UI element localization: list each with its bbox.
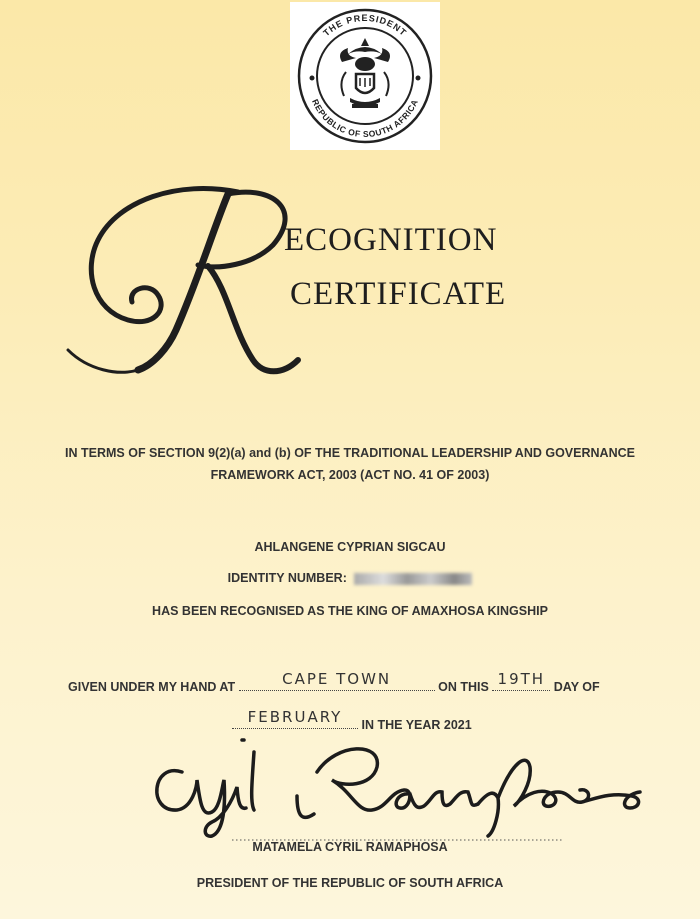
given-under-hand-row bbox=[68, 670, 600, 694]
coat-of-arms-seal-icon bbox=[290, 2, 440, 150]
signer-title: PRESIDENT OF THE REPUBLIC OF SOUTH AFRICA bbox=[196, 876, 504, 890]
redacted-identity-number bbox=[354, 573, 472, 585]
place-field bbox=[239, 670, 435, 691]
month-handwritten: FEBRUARY bbox=[247, 708, 343, 726]
year-text: IN THE YEAR 2021 bbox=[361, 718, 472, 732]
kingship-name: AMAXHOSA KINGSHIP bbox=[411, 604, 548, 618]
signer-name: MATAMELA CYRIL RAMAPHOSA bbox=[252, 840, 448, 854]
title-line-2: CERTIFICATE bbox=[290, 276, 507, 312]
given-prefix: GIVEN UNDER MY HAND AT bbox=[68, 680, 236, 694]
month-field bbox=[232, 708, 358, 729]
on-this-label: ON THIS bbox=[438, 680, 489, 694]
title-initial: R bbox=[58, 170, 59, 171]
recognition-prefix: HAS BEEN RECOGNISED AS THE KING OF bbox=[152, 604, 409, 618]
day-handwritten: 19TH bbox=[497, 670, 546, 688]
decorative-initial-r bbox=[58, 170, 328, 380]
signature-text: Cyril Ramaphosa bbox=[142, 732, 150, 733]
seal-ring-bottom-text: REPUBLIC OF SOUTH AFRICA bbox=[310, 97, 420, 140]
handwritten-signature bbox=[142, 732, 662, 842]
month-year-row bbox=[232, 708, 472, 732]
presidential-seal bbox=[290, 2, 440, 150]
recognition-statement bbox=[0, 604, 700, 618]
legal-preamble: IN TERMS OF SECTION 9(2)(a) and (b) OF THE TRADITIONAL LEADERSHIP AND GOVERNANCE FRAMEWORK ACT, 2003 (ACT NO. 41 OF 2003) bbox=[65, 446, 635, 482]
day-of-label: DAY OF bbox=[553, 680, 600, 694]
identity-number-label: IDENTITY NUMBER: bbox=[227, 571, 347, 585]
title-line-1: ECOGNITION bbox=[284, 222, 498, 258]
recipient-name: AHLANGENE CYPRIAN SIGCAU bbox=[254, 540, 446, 554]
identity-number-line bbox=[0, 571, 700, 585]
place-handwritten: CAPE TOWN bbox=[282, 670, 392, 688]
day-field bbox=[492, 670, 550, 691]
seal-ring-top-text: THE PRESIDENT bbox=[321, 13, 409, 39]
